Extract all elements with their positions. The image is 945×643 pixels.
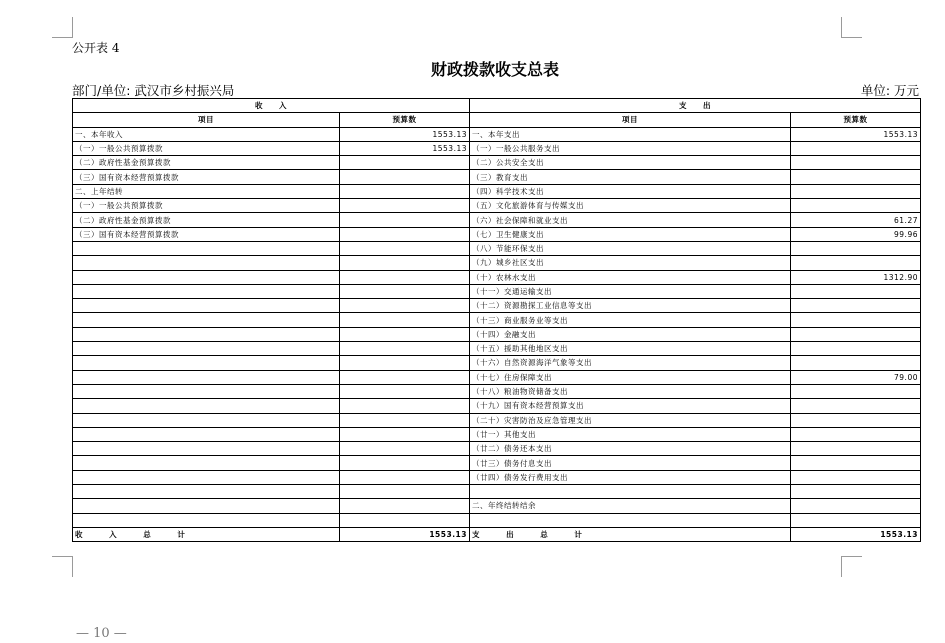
table-row [73,399,921,413]
income-total-label: 收 入 总 计 [73,527,340,541]
income-item-cell [73,256,340,270]
income-value-cell [340,499,470,513]
expense-item-cell: （四）科学技术支出 [470,184,791,198]
income-value-cell [340,356,470,370]
expense-value-cell [791,141,921,155]
income-value-cell [340,327,470,341]
expense-item-cell: （六）社会保障和就业支出 [470,213,791,227]
expense-item-cell [470,485,791,499]
expense-value-cell [791,399,921,413]
crop-mark-bottom-left [52,556,73,577]
income-value-cell: 1553.13 [340,127,470,141]
expense-item-cell: （一）一般公共服务支出 [470,141,791,155]
expense-item-cell: （七）卫生健康支出 [470,227,791,241]
table-row [73,213,921,227]
expense-value-cell: 1312.90 [791,270,921,284]
table-row [73,513,921,527]
expense-value-cell [791,499,921,513]
income-value-cell [340,456,470,470]
expense-item-cell: （十七）住房保障支出 [470,370,791,384]
expense-item-cell: （二）公共安全支出 [470,156,791,170]
expense-value-cell [791,456,921,470]
income-item-cell [73,499,340,513]
income-value-cell [340,199,470,213]
income-item-cell [73,299,340,313]
table-row [73,241,921,255]
income-value-cell [340,384,470,398]
expense-total-label: 支 出 总 计 [470,527,791,541]
expense-item-cell: （十六）自然资源海洋气象等支出 [470,356,791,370]
expense-item-cell: （八）节能环保支出 [470,241,791,255]
expense-value-cell: 79.00 [791,370,921,384]
income-item-cell [73,485,340,499]
income-value-cell [340,213,470,227]
expense-item-cell: 一、本年支出 [470,127,791,141]
expense-item-cell: （十五）援助其他地区支出 [470,342,791,356]
expense-item-cell: （廿四）债务发行费用支出 [470,470,791,484]
expense-value-cell: 1553.13 [791,127,921,141]
crop-mark-bottom-right [841,556,862,577]
income-value-cell [340,413,470,427]
income-item-cell [73,513,340,527]
table-row [73,299,921,313]
expense-value-cell [791,156,921,170]
expense-value-cell [791,299,921,313]
total-row [73,527,921,541]
expense-item-cell: （五）文化旅游体育与传媒支出 [470,199,791,213]
expense-value-cell: 99.96 [791,227,921,241]
income-item-cell: （三）国有资本经营预算拨款 [73,227,340,241]
income-item-cell [73,356,340,370]
expense-item-cell: （廿一）其他支出 [470,427,791,441]
income-item-cell [73,470,340,484]
expense-item-cell: （十八）粮油物资储备支出 [470,384,791,398]
expense-item-cell: （十二）资源勘探工业信息等支出 [470,299,791,313]
table-row [73,184,921,198]
table-row [73,342,921,356]
table-row [73,227,921,241]
table-row [73,413,921,427]
income-item-cell: 二、上年结转 [73,184,340,198]
table-row [73,370,921,384]
table-row [73,270,921,284]
table-row [73,313,921,327]
table-row [73,170,921,184]
table-row [73,456,921,470]
income-value-cell [340,470,470,484]
income-value-cell [340,427,470,441]
income-item-cell: 一、本年收入 [73,127,340,141]
expense-value-cell: 61.27 [791,213,921,227]
income-item-cell [73,342,340,356]
expense-value-cell [791,513,921,527]
income-item-cell [73,442,340,456]
expense-value-cell [791,442,921,456]
income-value-cell [340,156,470,170]
department-label: 部门/单位: 武汉市乡村振兴局 [72,83,235,98]
income-item-cell [73,456,340,470]
expense-item-cell [470,513,791,527]
income-value-cell [340,270,470,284]
income-item-cell: （二）政府性基金预算拨款 [73,213,340,227]
doc-label: 公开表 4 [72,41,120,55]
page-number: — 10 — [76,626,127,641]
expense-value-cell [791,170,921,184]
income-value-cell [340,241,470,255]
expense-item-cell: （九）城乡社区支出 [470,256,791,270]
expense-header: 支 出 [470,99,921,113]
expense-value-cell [791,241,921,255]
expense-budget-header: 预算数 [791,113,921,127]
expense-value-cell [791,327,921,341]
table-row [73,499,921,513]
income-item-cell: （二）政府性基金预算拨款 [73,156,340,170]
income-value-cell [340,370,470,384]
expense-value-cell [791,470,921,484]
expense-item-cell: 二、年终结转结余 [470,499,791,513]
income-value-cell [340,184,470,198]
expense-value-cell [791,184,921,198]
page-title: 财政拨款收支总表 [430,60,559,79]
section-header-row [73,99,921,113]
income-item-cell [73,284,340,298]
income-item-cell [73,370,340,384]
table-row [73,485,921,499]
income-item-cell [73,413,340,427]
table-row [73,256,921,270]
expense-item-cell: （二十）灾害防治及应急管理支出 [470,413,791,427]
expense-item-cell: （十一）交通运输支出 [470,284,791,298]
expense-item-cell: （十三）商业服务业等支出 [470,313,791,327]
income-value-cell [340,170,470,184]
income-item-cell [73,313,340,327]
expense-value-cell [791,384,921,398]
expense-item-cell: （十四）金融支出 [470,327,791,341]
income-value-cell: 1553.13 [340,141,470,155]
table-row [73,442,921,456]
income-total-value: 1553.13 [340,527,470,541]
expense-item-cell: （三）教育支出 [470,170,791,184]
expense-value-cell [791,427,921,441]
table-row [73,470,921,484]
income-value-cell [340,485,470,499]
income-item-cell [73,384,340,398]
income-item-cell [73,241,340,255]
income-value-cell [340,399,470,413]
income-item-cell [73,399,340,413]
expense-item-cell: （廿三）债务付息支出 [470,456,791,470]
table-row [73,327,921,341]
table-row [73,284,921,298]
income-value-cell [340,442,470,456]
expense-value-cell [791,413,921,427]
column-header-row [73,113,921,127]
income-item-cell [73,427,340,441]
income-value-cell [340,313,470,327]
table-row [73,156,921,170]
income-item-cell [73,270,340,284]
expense-value-cell [791,199,921,213]
crop-mark-top-right [841,17,862,38]
expense-item-cell: （廿二）债务还本支出 [470,442,791,456]
expense-value-cell [791,256,921,270]
income-item-cell: （一）一般公共预算拨款 [73,199,340,213]
income-item-cell: （一）一般公共预算拨款 [73,141,340,155]
income-value-cell [340,342,470,356]
table-row [73,199,921,213]
unit-label: 单位: 万元 [860,83,919,98]
expense-value-cell [791,284,921,298]
expense-total-value: 1553.13 [791,527,921,541]
expense-value-cell [791,342,921,356]
expense-value-cell [791,485,921,499]
income-value-cell [340,513,470,527]
expense-item-header: 项目 [470,113,791,127]
table-row [73,427,921,441]
table-row [73,127,921,141]
table-row [73,356,921,370]
income-header: 收 入 [73,99,470,113]
income-value-cell [340,284,470,298]
income-item-header: 项目 [73,113,340,127]
table-row [73,384,921,398]
crop-mark-top-left [52,17,73,38]
expense-item-cell: （十九）国有资本经营预算支出 [470,399,791,413]
income-item-cell: （三）国有资本经营预算拨款 [73,170,340,184]
table-row [73,141,921,155]
income-value-cell [340,227,470,241]
expense-item-cell: （十）农林水支出 [470,270,791,284]
income-item-cell [73,327,340,341]
expense-value-cell [791,313,921,327]
expense-value-cell [791,356,921,370]
finance-table [72,98,921,542]
income-value-cell [340,299,470,313]
income-value-cell [340,256,470,270]
income-budget-header: 预算数 [340,113,470,127]
